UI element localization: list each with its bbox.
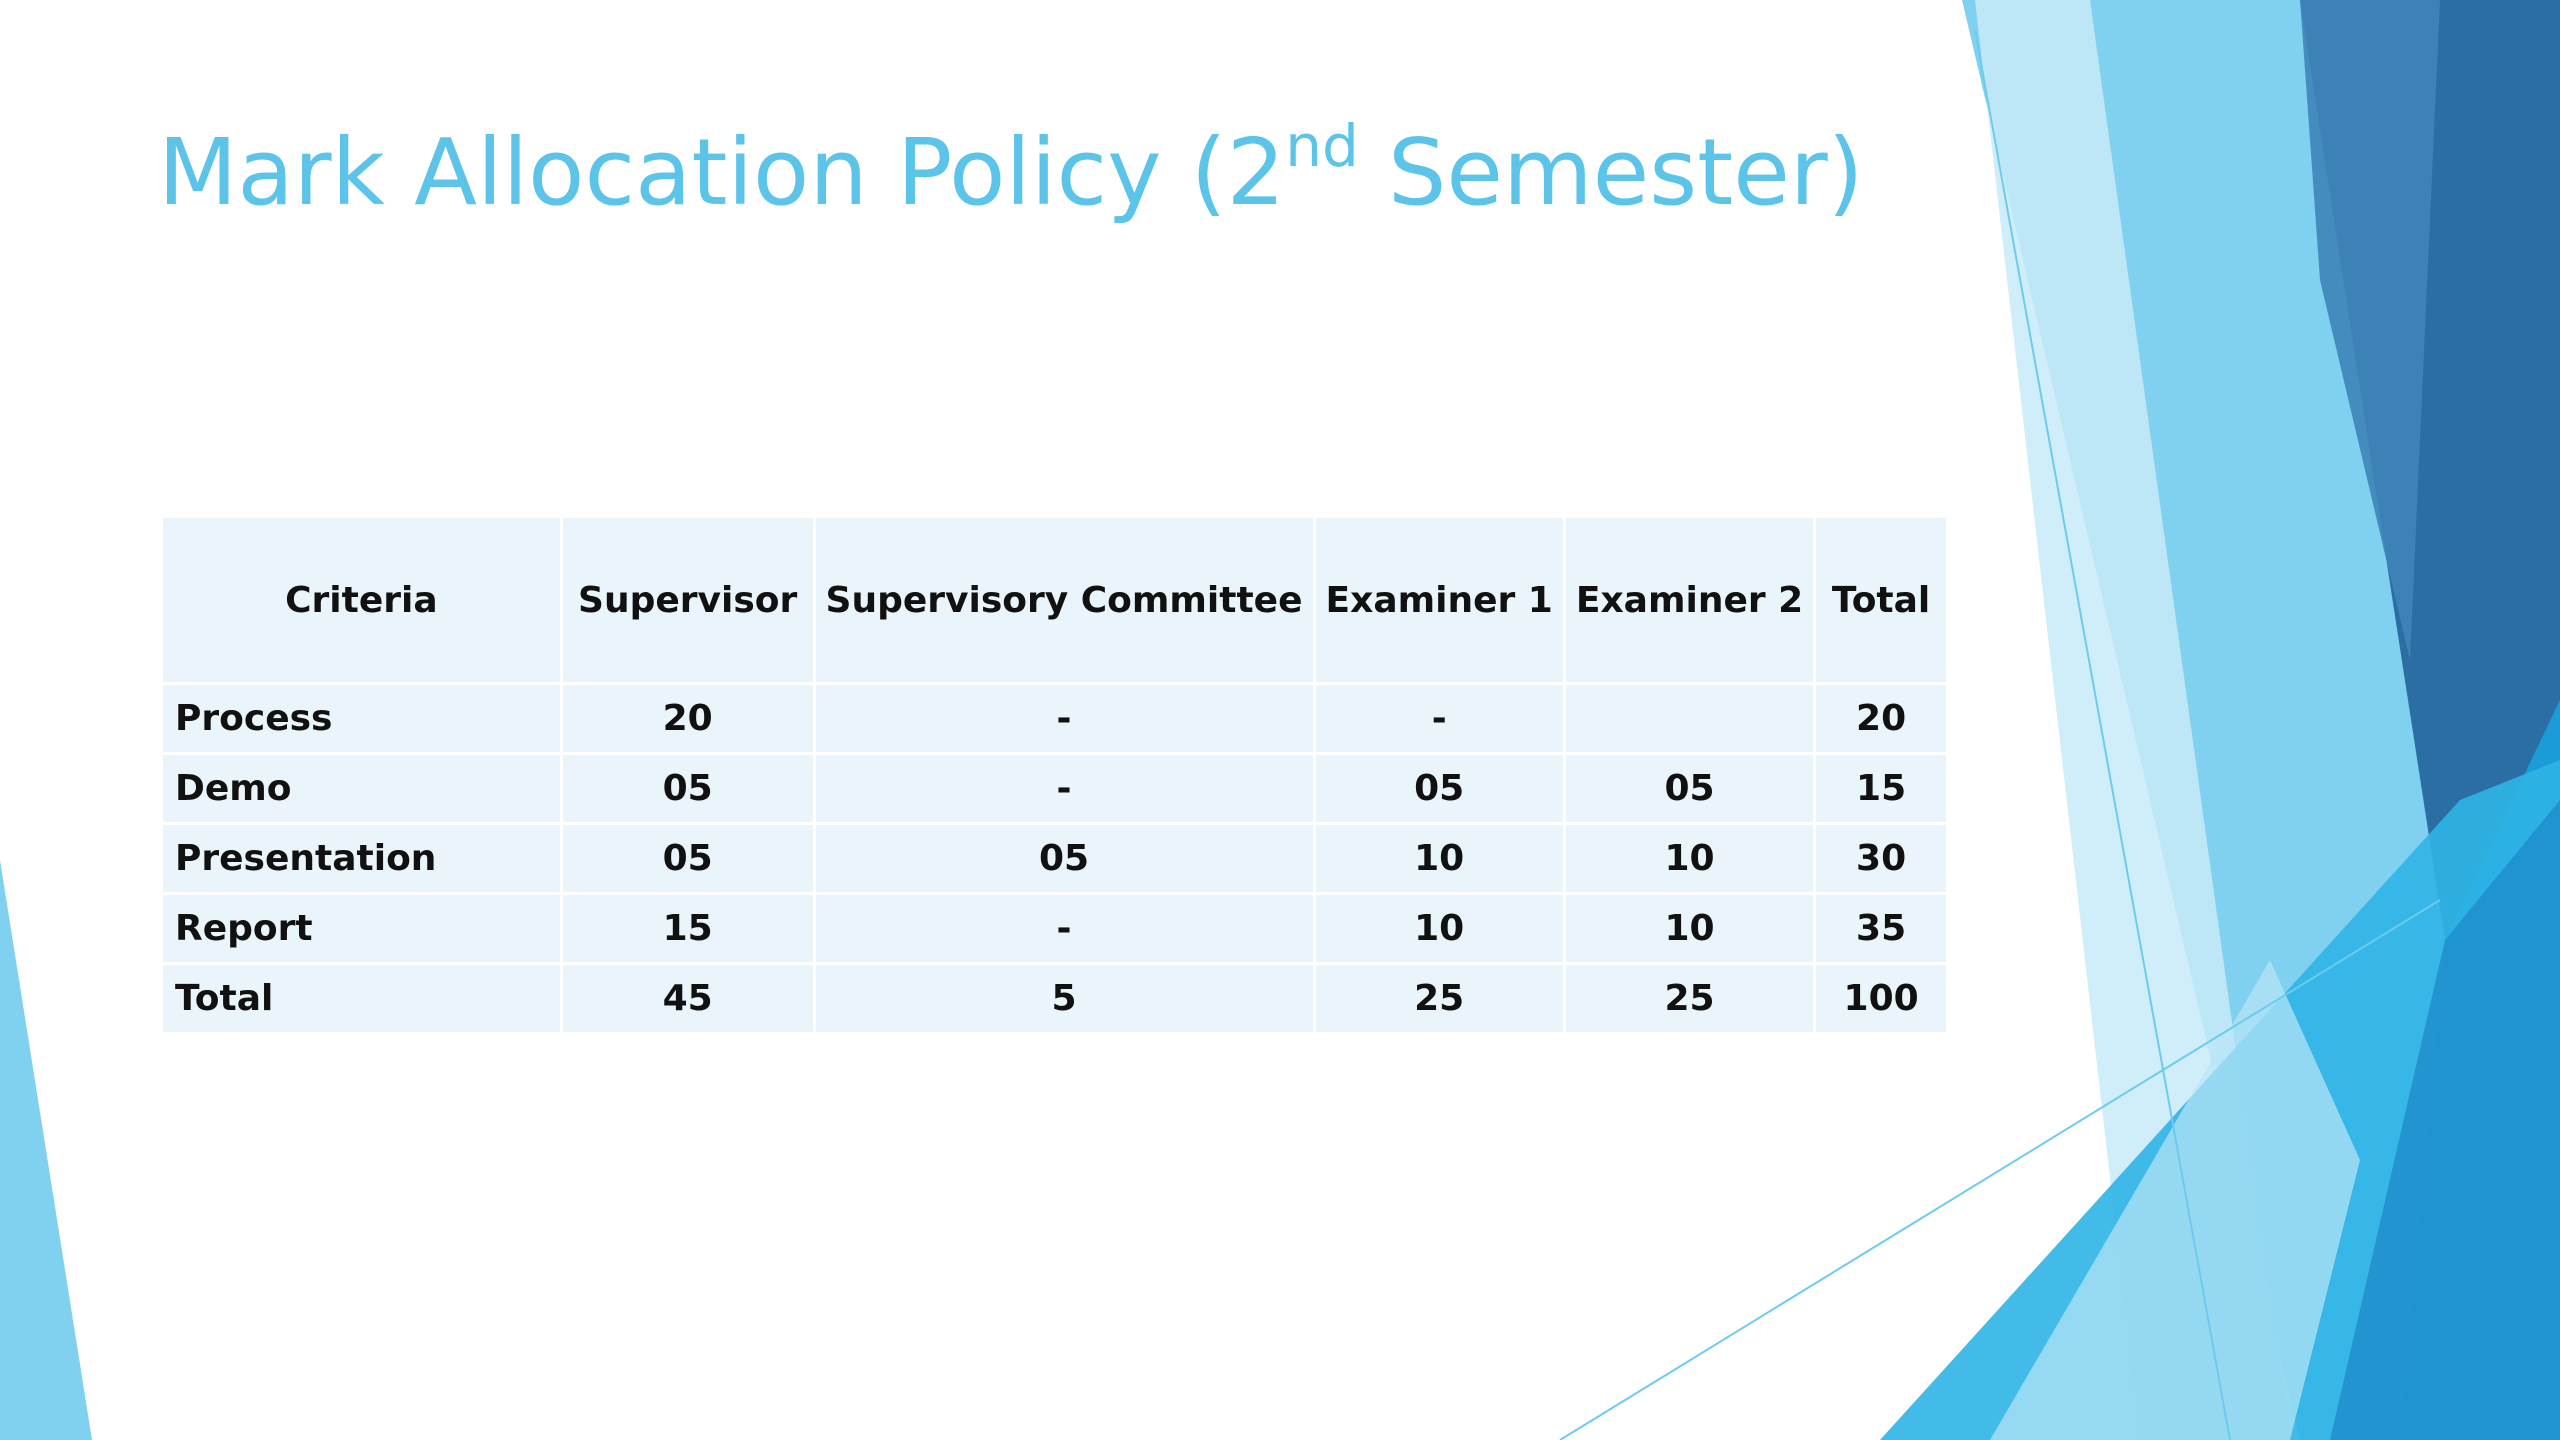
table-cell: 100 bbox=[1815, 964, 1946, 1034]
table-cell: - bbox=[814, 754, 1314, 824]
title-tail-text: Semester) bbox=[1358, 119, 1864, 226]
table-cell: - bbox=[814, 684, 1314, 754]
header-supervisory-committee: Supervisory Committee bbox=[814, 518, 1314, 684]
table-cell: 05 bbox=[1564, 754, 1814, 824]
table-cell: 05 bbox=[814, 824, 1314, 894]
header-total: Total bbox=[1815, 518, 1946, 684]
table-header-row bbox=[163, 518, 1946, 684]
table-cell: 15 bbox=[1815, 754, 1946, 824]
mark-allocation-table bbox=[163, 518, 1946, 1035]
table-row bbox=[163, 754, 1946, 824]
header-examiner-2: Examiner 2 bbox=[1564, 518, 1814, 684]
table-row bbox=[163, 824, 1946, 894]
table-cell: 05 bbox=[1314, 754, 1564, 824]
header-criteria: Criteria bbox=[163, 518, 561, 684]
table-cell bbox=[1564, 684, 1814, 754]
table-cell: 20 bbox=[561, 684, 814, 754]
table-cell: 25 bbox=[1564, 964, 1814, 1034]
table-cell: 25 bbox=[1314, 964, 1564, 1034]
header-examiner-1: Examiner 1 bbox=[1314, 518, 1564, 684]
table-cell: 20 bbox=[1815, 684, 1946, 754]
row-label: Report bbox=[163, 894, 561, 964]
row-label: Presentation bbox=[163, 824, 561, 894]
table-cell: 15 bbox=[561, 894, 814, 964]
slide-title bbox=[158, 112, 1864, 228]
table-row-total bbox=[163, 964, 1946, 1034]
table-cell: - bbox=[814, 894, 1314, 964]
table-row bbox=[163, 894, 1946, 964]
title-superscript: nd bbox=[1285, 112, 1359, 180]
table-row bbox=[163, 684, 1946, 754]
table-cell: 10 bbox=[1564, 824, 1814, 894]
table-cell: 10 bbox=[1314, 824, 1564, 894]
table-cell: 10 bbox=[1314, 894, 1564, 964]
table-cell: 05 bbox=[561, 754, 814, 824]
table-cell: 5 bbox=[814, 964, 1314, 1034]
table-cell: 35 bbox=[1815, 894, 1946, 964]
table-cell: - bbox=[1314, 684, 1564, 754]
table-cell: 30 bbox=[1815, 824, 1946, 894]
header-supervisor: Supervisor bbox=[561, 518, 814, 684]
decor-shape-left-sliver bbox=[0, 860, 92, 1440]
row-label: Process bbox=[163, 684, 561, 754]
row-label: Demo bbox=[163, 754, 561, 824]
title-main-text: Mark Allocation Policy (2 bbox=[158, 119, 1286, 226]
table-cell: 05 bbox=[561, 824, 814, 894]
table-cell: 10 bbox=[1564, 894, 1814, 964]
row-label: Total bbox=[163, 964, 561, 1034]
table-cell: 45 bbox=[561, 964, 814, 1034]
